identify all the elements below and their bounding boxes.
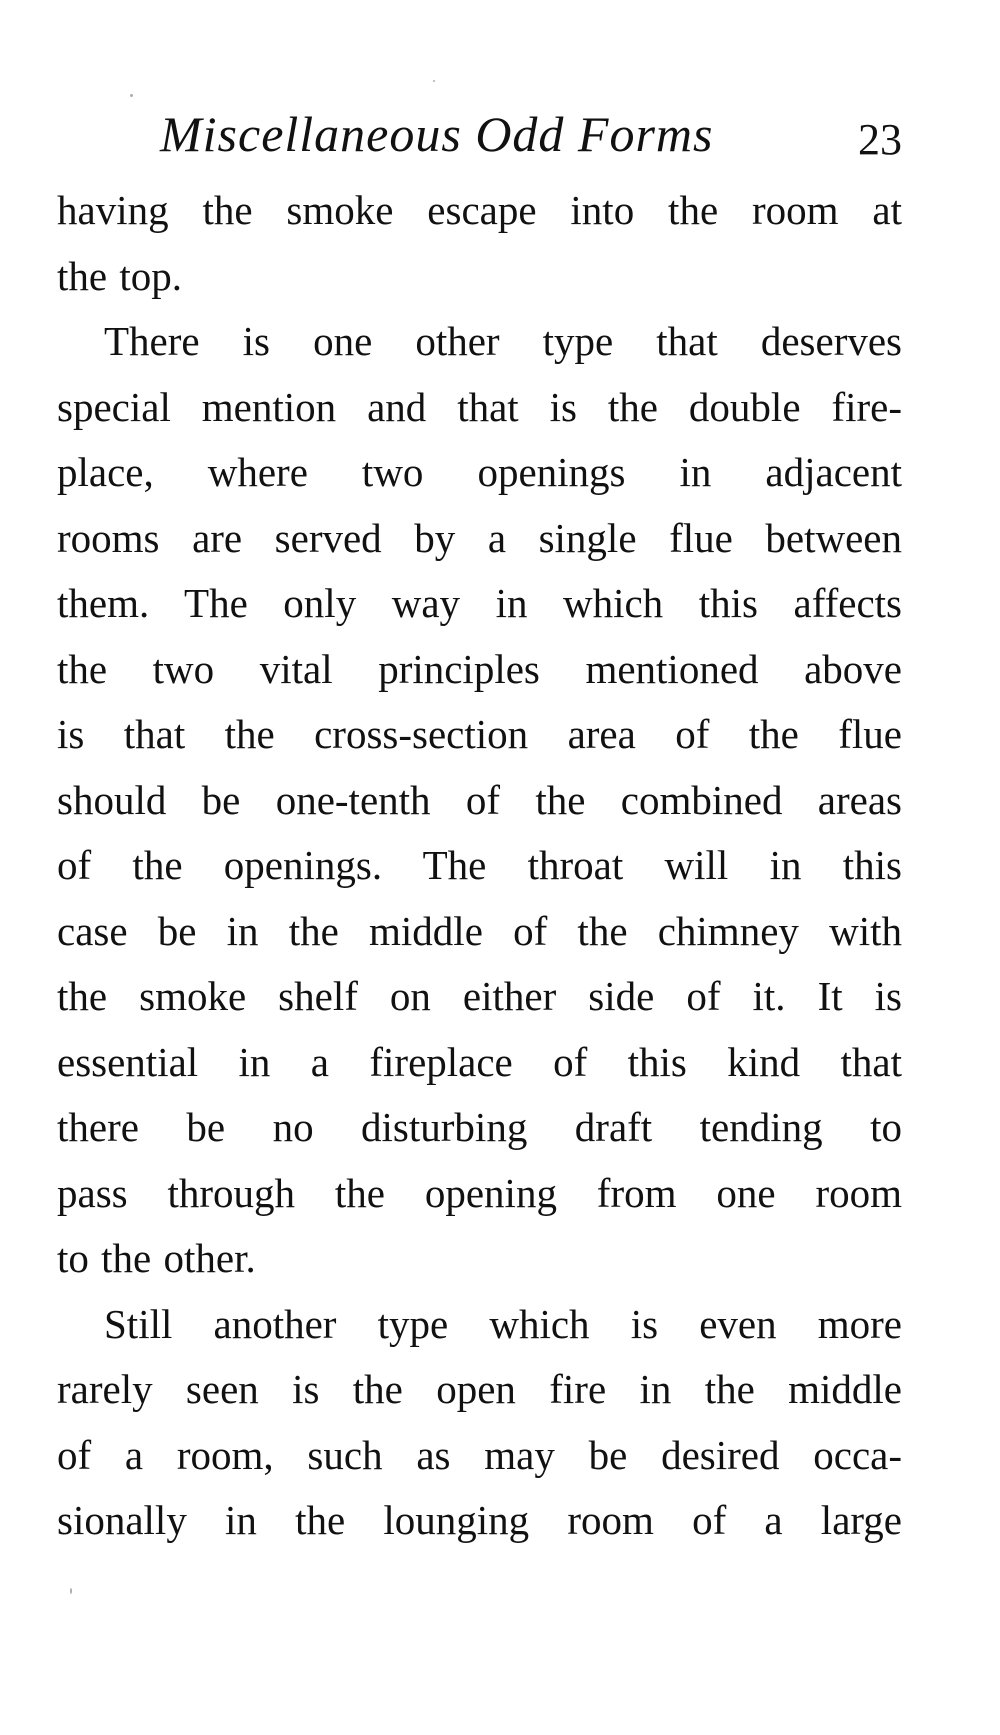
text-line: having the smoke escape into the room at: [57, 187, 902, 233]
text-line: sionally in the lounging room of a large: [57, 1497, 902, 1543]
text-line: Still another type which is even more: [104, 1300, 902, 1347]
text-line: pass through the opening from one room: [57, 1169, 902, 1216]
text-line: is that the cross-section area of the flue: [57, 711, 902, 757]
text-line: should be one-tenth of the combined areas: [57, 776, 902, 823]
text-line: place, where two openings in adjacent: [57, 449, 902, 495]
text-line: the smoke shelf on either side of it. It is: [57, 973, 902, 1019]
running-title: Miscellaneous Odd Forms: [160, 106, 714, 162]
text-line: the two vital principles mentioned above: [57, 645, 902, 692]
paper-speck: [130, 94, 133, 97]
text-line: rarely seen is the open fire in the middle: [57, 1366, 902, 1412]
text-line: There is one other type that deserves: [104, 318, 902, 364]
running-head: [160, 100, 902, 168]
page-number: 23: [858, 115, 902, 164]
text-line: the top.: [57, 252, 182, 299]
body-text: [57, 178, 902, 1554]
paper-speck: [70, 1588, 72, 1594]
text-line: special mention and that is the double fire-: [57, 383, 902, 430]
text-line: of a room, such as may be desired occa-: [57, 1431, 902, 1478]
text-line: case be in the middle of the chimney with: [57, 907, 902, 954]
text-line: rooms are served by a single flue between: [57, 514, 902, 561]
text-line: essential in a fireplace of this kind that: [57, 1038, 902, 1085]
text-line: them. The only way in which this affects: [57, 580, 902, 626]
text-line: there be no disturbing draft tending to: [57, 1104, 902, 1150]
paper-speck: [433, 80, 435, 82]
text-line: of the openings. The throat will in this: [57, 842, 902, 888]
text-line: to the other.: [57, 1235, 256, 1281]
